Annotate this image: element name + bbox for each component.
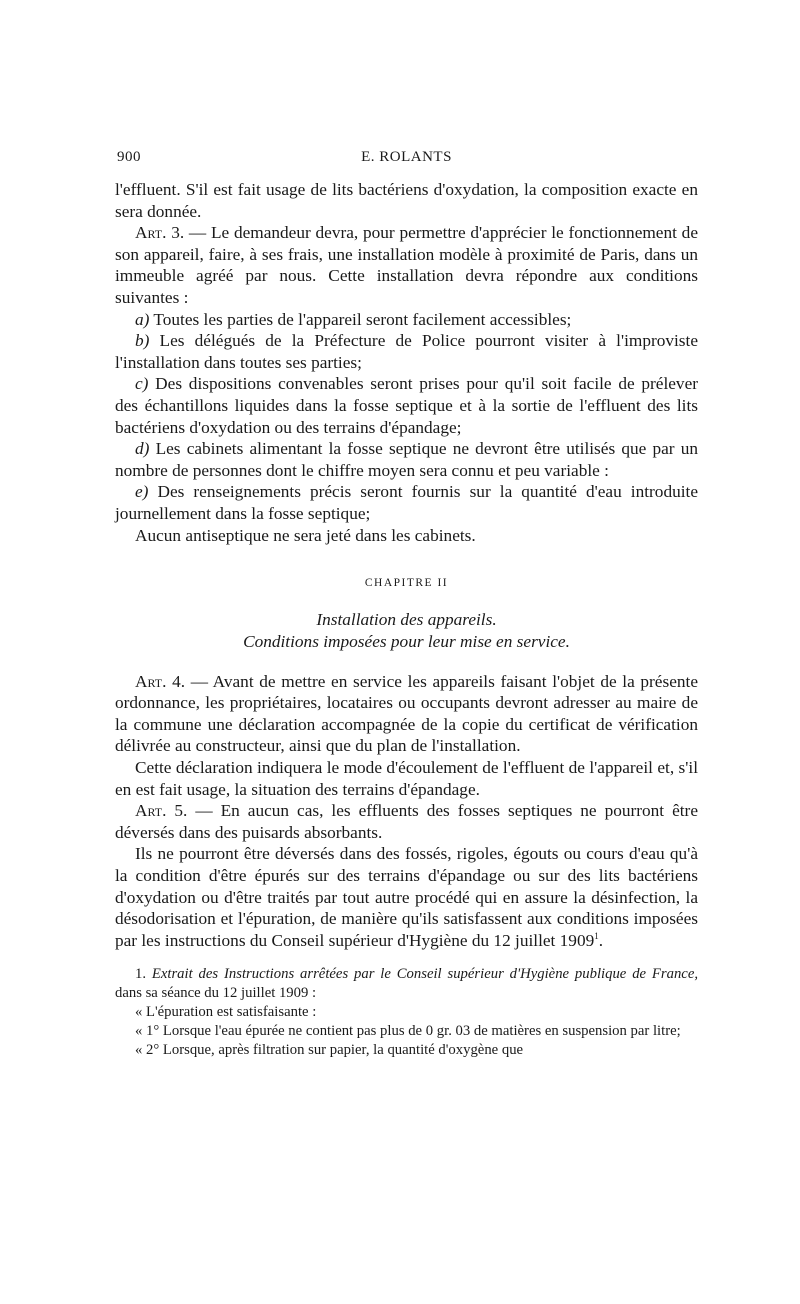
footnote-line-3: « 2° Lorsque, après filtration sur papier, la quantité d'oxygène que	[135, 1041, 524, 1058]
item-letter: a)	[135, 309, 150, 329]
footnotes	[115, 965, 698, 1059]
chapter-title-line-2: Conditions imposées pour leur mise en service.	[243, 631, 570, 651]
footnote-1	[115, 965, 698, 1003]
article-label: Art.	[135, 801, 167, 821]
item-e	[115, 481, 698, 524]
item-letter: b)	[135, 331, 150, 351]
item-c-text: Des dispositions convenables seront prises pour qu'il soit facile de prélever des échantillons liquides dans la fosse septique et à la sortie de l'effluent des lits bactériens d'oxydation ou des terrains d'épandage;	[115, 374, 698, 437]
page-number: 900	[117, 149, 141, 165]
page	[115, 145, 698, 1059]
item-letter: c)	[135, 374, 149, 394]
footnote-line-1: « L'épuration est satisfaisante :	[135, 1004, 317, 1020]
footnote-intro-italic: Extrait des Instructions arrêtées par le Conseil supérieur d'Hygiène publique de France,	[151, 966, 699, 983]
item-d	[115, 438, 698, 481]
item-a-text: Toutes les parties de l'appareil seront facilement accessibles;	[149, 309, 572, 329]
item-d-text: Les cabinets alimentant la fosse septique ne devront être utilisés que par un nombre de personnes dont le chiffre moyen sera connu et peu variable :	[115, 439, 698, 480]
running-head	[115, 145, 698, 171]
item-b	[115, 330, 698, 373]
article-4	[115, 671, 698, 757]
item-e-text: Des renseignements précis seront fournis sur la quantité d'eau introduite journellement dans la fosse septique;	[115, 482, 698, 523]
chapter-title-line-1: Installation des appareils.	[316, 609, 497, 629]
chapter-label: CHAPITRE II	[364, 577, 449, 590]
footnote-intro-rest: dans sa séance du 12 juillet 1909 :	[115, 985, 317, 1002]
footnote-line-2: « 1° Lorsque l'eau épurée ne contient pas plus de 0 gr. 03 de matières en suspension par litre;	[135, 1022, 681, 1039]
paragraph-effluent: l'effluent. S'il est fait usage de lits bactériens d'oxydation, la composition exacte en sera donnée.	[115, 180, 698, 221]
paragraph-ils-end: .	[598, 930, 604, 950]
item-c	[115, 373, 698, 438]
article-5	[115, 800, 698, 843]
footnote-mark: 1	[594, 931, 599, 942]
running-head-author: E. ROLANTS	[361, 149, 452, 165]
spacer	[115, 653, 698, 671]
item-letter: e)	[135, 482, 149, 502]
paragraph-ils	[115, 843, 698, 951]
body-text	[115, 179, 698, 951]
footnote-number: 1.	[135, 966, 147, 983]
article-3	[115, 222, 698, 308]
item-b-text: Les délégués de la Préfecture de Police pourront visiter à l'improviste l'installation dans toutes ses parties;	[115, 331, 698, 372]
paragraph-no-antiseptic: Aucun antiseptique ne sera jeté dans les cabinets.	[135, 525, 476, 545]
paragraph-declaration: Cette déclaration indiquera le mode d'écoulement de l'effluent de l'appareil et, s'il en est fait usage, la situation des terrains d'épandage.	[115, 758, 698, 799]
article-label: Art.	[135, 671, 167, 691]
item-a	[115, 309, 698, 331]
paragraph-ils-text: Ils ne pourront être déversés dans des fossés, rigoles, égouts ou cours d'eau qu'à la condition d'être épurés sur des terrains d'épandage ou sur des lits bactériens d'oxydation ou d'être traités par tout autre procédé qui en assure la désinfection, la désodorisation et l'épuration, de manière qu'ils satisfassent aux conditions imposées par les instructions du Conseil supérieur d'Hygiène du 12 juillet 1909	[115, 844, 698, 950]
item-letter: d)	[135, 439, 150, 459]
article-3-text: 3. — Le demandeur devra, pour permettre d'apprécier le fonctionnement de son appareil, faire, à ses frais, une installation modèle à proximité de Paris, dans un immeuble agréé par nous. Cette installation devra répondre aux conditions suivantes :	[115, 223, 698, 307]
article-label: Art.	[135, 223, 167, 243]
article-5-text: 5. — En aucun cas, les effluents des fosses septiques ne pourront être déversés dans des puisards absorbants.	[115, 801, 698, 842]
article-4-text: 4. — Avant de mettre en service les appareils faisant l'objet de la présente ordonnance, les propriétaires, locataires ou occupants devront adresser au maire de la commune une déclaration accompagnée de la copie du certificat de vérification délivrée au constructeur, ainsi que du plan de l'installation.	[115, 671, 698, 756]
